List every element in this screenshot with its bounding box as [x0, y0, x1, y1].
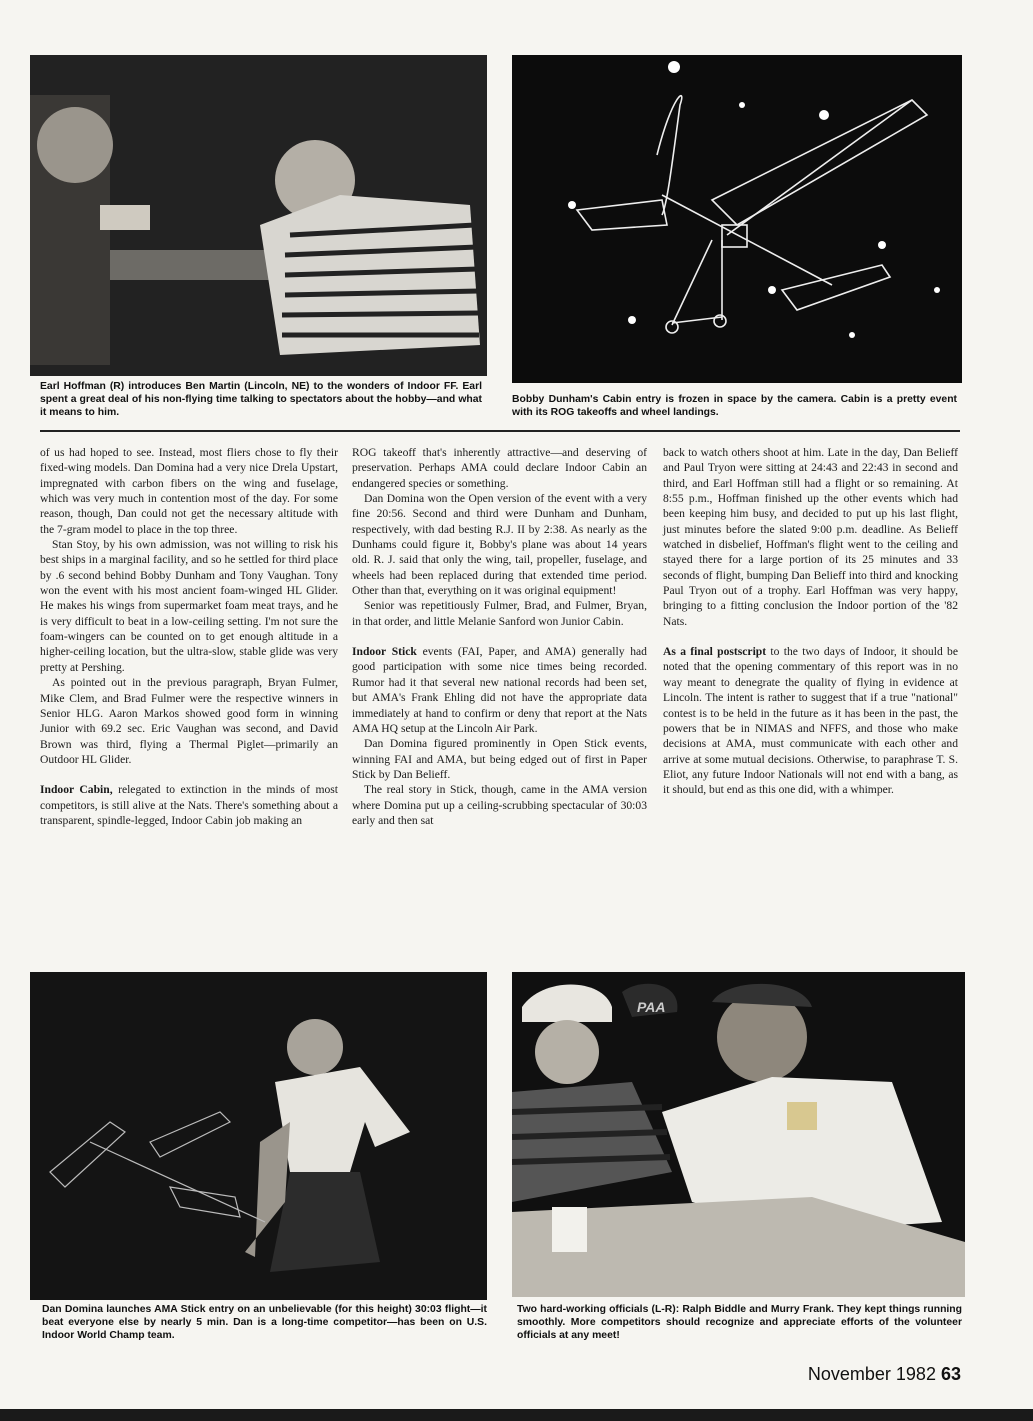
photo-earl-hoffman-ben-martin: [30, 55, 487, 376]
paragraph: [352, 445, 647, 491]
paragraph-lead: Indoor Cabin,: [40, 783, 113, 797]
paragraph: [663, 445, 958, 629]
paragraph-text: back to watch others shoot at him. Late in the day, Dan Belieff and Paul Tryon were sitting at 24:43 and 22:43 in second and third, and Earl Hoffman still had a flight or so remaining. At 8:55 p.m., Hoffman finished up the other events which had been keeping him busy, and decided to put up his last flight, just minutes before the slated 9:00 p.m. deadline. As Belieff watched in disbelief, Hoffman's flight went to the ceiling and stayed there for a large portion of its 25 minutes and 33 seconds of flight, bumping Dan Belieff into third and knocking Paul Tryon out of a trophy. Earl Hoffman was very happy, bringing to a fitting conclusion the Indoor portion of the '82 Nats.: [663, 446, 958, 628]
paragraph-text: to the two days of Indoor, it should be noted that the opening commentary of this report was in no way meant to denegrate the quality of flying in evidence at Lincoln. The intent is rather to suggest that if a true "national" contest is to be held in the future as it has been in the past, the powers that be in NIMAS and NFFS, and those who make decisions at AMA, must communicate with each other and arrive at some mutual decisions. Otherwise, to paraphrase T. S. Eliot, any future Indoor Nationals will not end with a bang, as it should, but end as this one did, with a whimper.: [663, 645, 958, 797]
article-column-1: [40, 445, 338, 828]
paragraph-indoor-stick: [352, 644, 647, 736]
paragraph-text: events (FAI, Paper, and AMA) generally had good participation with some nice times being recorded. Rumor had it that several new national records had been set, but AMA's Frank Ehling did not have the appropriate data immediately at hand to confirm or deny that report at the Nats AMA HQ setup at the Lincoln Air Park.: [352, 645, 647, 735]
page-folio: [808, 1364, 961, 1385]
paragraph-lead: Indoor Stick: [352, 645, 417, 659]
paragraph-text: Stan Stoy, by his own admission, was not willing to risk his best ships in a marginal facility, and so he settled for third place by .6 second behind Bobby Dunham and Tony Vaughan. Tony won the event with his most ancient foam-winged HL Glider. He makes his wings from supermarket foam meat trays, and he is very difficult to beat in a low-ceiling setting. I'm not sure the foam-wingers can be counted on to get enough altitude in a higher-ceiling location, but the ultra-slow, stable glide was very pretty at Pershing.: [40, 538, 338, 674]
paragraph-text: ROG takeoff that's inherently attractive—and deserving of preservation. Perhaps AMA could declare Indoor Cabin an endangered species or something.: [352, 446, 647, 490]
paragraph-text: As pointed out in the previous paragraph, Bryan Fulmer, Mike Clem, and Brad Fulmer were the respective winners in Senior HLG. Aaron Markos showed good form in winning Junior with 69.2 sec. Eric Vaughan was second, and David Brown was third, flying a Thermal Piglet—primarily an Outdoor HL Glider.: [40, 676, 338, 766]
photo-dan-domina-launch: [30, 972, 487, 1300]
paragraph: [352, 598, 647, 629]
photo-officials-biddle-frank: [512, 972, 965, 1297]
paragraph-final-postscript: [663, 644, 958, 797]
article-column-3: [663, 445, 958, 798]
paragraph: [352, 491, 647, 598]
paragraph-text: The real story in Stick, though, came in the AMA version where Domina put up a ceiling-scrubbing spectacular of 30:03 early and then sat: [352, 783, 647, 827]
paragraph: [40, 445, 338, 537]
paragraph-lead: As a final postscript: [663, 645, 767, 659]
photo-cabin-model-in-flight: [512, 55, 962, 383]
scan-edge: [0, 1409, 1033, 1421]
caption-top-left: Earl Hoffman (R) introduces Ben Martin (Lincoln, NE) to the wonders of Indoor FF. Earl spent a great deal of his non-flying time talking to spectators about the hobby—and what it means to him.: [40, 381, 482, 419]
paragraph: [352, 736, 647, 782]
paragraph: [40, 675, 338, 767]
paragraph: [40, 537, 338, 675]
paragraph: [352, 782, 647, 828]
issue-date: November 1982: [807, 1364, 936, 1384]
paragraph-indoor-cabin: [40, 782, 338, 828]
paragraph-text: of us had hoped to see. Instead, most fliers chose to fly their fixed-wing models. Dan Domina had a very nice Drela Upstart, impregnated with carbon fibers on the wing and fuselage, which was very much in contention most of the day. For some reason, though, Dan could not get the necessary altitude with the 7-gram model to place in the top three.: [40, 446, 338, 536]
caption-bottom-right: Two hard-working officials (L-R): Ralph Biddle and Murry Frank. They kept things running smoothly. More competitors should recognize and appreciate efforts of the volunteer officials at any meet!: [517, 1304, 962, 1342]
page-number: 63: [940, 1364, 961, 1384]
paragraph-text: Dan Domina won the Open version of the event with a very fine 20:56. Second and third were Dunham and Dunham, respectively, with dad besting R.J. II by 2:38. As nearly as the Dunhams could figure it, Bobby's plane was about 14 years old. R. J. said that only the wing, tail, propeller, fuselage, and wheels had been replaced during that extended time period. Other than that, everything on it was original equipment!: [352, 492, 647, 598]
section-divider: [40, 430, 960, 432]
paragraph-text: relegated to extinction in the minds of most competitors, is still alive at the Nats. There's something about a transparent, spindle-legged, Indoor Cabin job making an: [40, 783, 338, 827]
caption-top-right: Bobby Dunham's Cabin entry is frozen in space by the camera. Cabin is a pretty event with its ROG takeoffs and wheel landings.: [512, 394, 957, 419]
article-column-2: [352, 445, 647, 828]
paragraph-text: Dan Domina figured prominently in Open Stick events, winning FAI and AMA, but being edged out of first in Paper Stick by Dan Belieff.: [352, 737, 647, 781]
cap-badge-text: PAA: [637, 999, 666, 1015]
paragraph-text: Senior was repetitiously Fulmer, Brad, and Fulmer, Bryan, in that order, and little Melanie Sanford won Junior Cabin.: [352, 599, 647, 628]
caption-bottom-left: Dan Domina launches AMA Stick entry on an unbelievable (for this height) 30:03 flight—it beat everyone else by nearly 5 min. Dan is a long-time competitor—has been on U.S. Indoor World Champ team.: [42, 1304, 487, 1342]
